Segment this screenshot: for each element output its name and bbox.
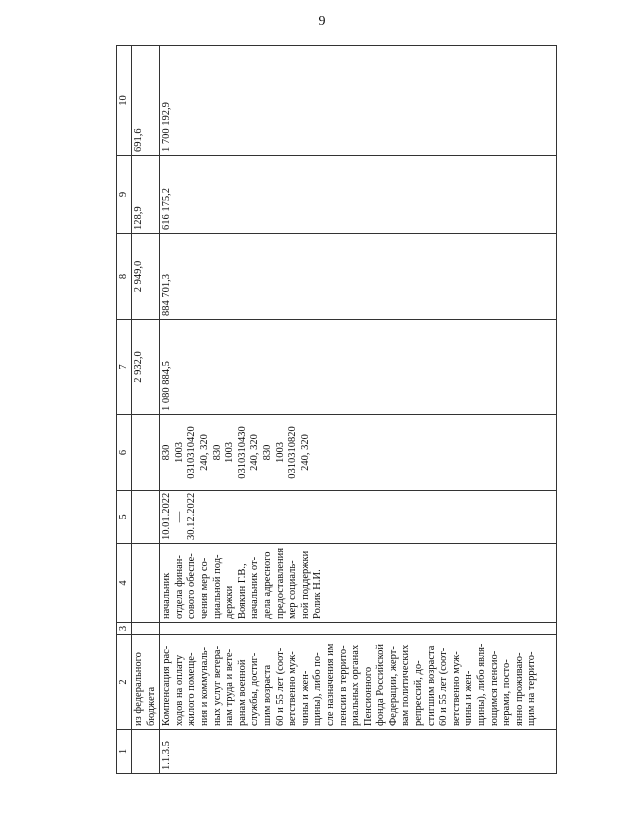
row-name-line: ющимся пенсио- [488,650,500,726]
row-name-line: 60 и 55 лет (соот- [274,647,286,726]
row-responsible-line: сового обеспе- [186,553,198,619]
row-period-dash: — [173,511,185,523]
row-name-line: ходов на оплату [173,654,185,726]
row-name-line: 60 и 55 лет (соот- [438,647,450,726]
row-name-line: Пенсионного [362,666,374,726]
row-budget-code-line: 1003 [173,442,185,463]
row-name-line: пенсии в террито- [337,645,349,726]
header-num-6: 6 [117,415,132,491]
row-col3 [160,623,557,635]
row-budget-codes [160,415,557,491]
row-name [160,635,557,730]
row-name-line: ранам военной [236,659,248,726]
row-name-line: сле назначения им [324,643,336,726]
sub-col8-value: 2 949,0 [132,234,160,320]
sub-col10-value: 691,6 [132,46,160,156]
row-name-line: ветственно муж- [450,651,462,726]
table-row [160,46,557,774]
row-budget-code-line: 1003 [274,442,286,463]
row-period [160,491,557,544]
row-budget-code-line: 830 [261,444,273,461]
row-name-line: жилого помеще- [186,652,198,726]
row-col7-value: 1 080 884,5 [160,320,557,415]
rotated-table [116,46,552,774]
row-budget-code-line: 240, 320 [198,434,210,471]
header-num-8: 8 [117,234,132,320]
row-col10-value: 1 700 192,9 [160,46,557,156]
row-name-line: ния и коммуналь- [198,647,210,726]
row-name-line: чины и жен- [463,670,475,726]
sub-col5 [132,491,160,544]
header-num-3: 3 [117,623,132,635]
row-name-line: шим возраста [261,664,273,726]
sub-col3 [132,623,160,635]
row-name-line: службы, достиг- [249,652,261,726]
row-name-line: щим на террито- [526,651,538,726]
row-name-line: нерами, посто- [501,659,513,726]
sub-col4 [132,544,160,623]
row-budget-code-line: 0310310820 [287,426,299,479]
sub-col9-value: 128,9 [132,156,160,234]
row-name-line: чины и жен- [299,670,311,726]
header-num-10: 10 [117,46,132,156]
row-period-start: 10.01.2022 [161,492,173,540]
row-responsible-line: чения мер со- [198,557,210,619]
row-responsible-line: ной поддержки [299,550,311,619]
header-num-7: 7 [117,320,132,415]
rotated-table-frame [116,46,640,770]
row-budget-code-line: 240, 320 [249,434,261,471]
row-name-line: нам труда и вете- [224,648,236,726]
row-name-line: ных услуг ветера- [211,645,223,726]
row-responsible-line: Ролик Н.И. [312,569,324,619]
row-responsible-line: держки [224,585,236,619]
row-budget-code-line: 830 [211,444,223,461]
row-responsible-line: начальник от- [249,556,261,619]
row-budget-code-line: 1003 [224,442,236,463]
row-name-line: щины), либо по- [312,652,324,726]
row-responsible-line: начальник [161,572,173,619]
row-period-end: 30.12.2022 [186,492,198,540]
row-name-line: щины), либо явля- [476,643,488,726]
sub-col7-value: 2 932,0 [132,320,160,415]
row-budget-code-line: 0310310420 [186,426,198,479]
sub-col2-funding-source [132,635,160,730]
row-responsible-line: предоставления [274,547,286,619]
row-name-line: янно проживаю- [513,652,525,726]
sub-col1 [132,730,160,774]
header-num-2: 2 [117,635,132,730]
row-col8-value: 884 701,3 [160,234,557,320]
header-num-4: 4 [117,544,132,623]
sub-col6 [132,415,160,491]
row-responsible-line: циальной под- [211,554,223,619]
row-name-line: фонда Российской [375,643,387,726]
row-name-line: репрессий, до- [413,660,425,726]
page-number: 9 [318,14,326,29]
row-responsible [160,544,557,623]
row-col9-value: 616 175,2 [160,156,557,234]
program-table [116,45,557,774]
row-budget-code-line: 240, 320 [299,434,311,471]
sub-col2-line: из федерального [133,652,144,726]
sub-col2-line: бюджета [145,686,157,726]
row-responsible-line: отдела финан- [173,555,185,619]
row-budget-code-line: 830 [161,444,173,461]
row-name-line: Федерации, жерт- [387,646,399,726]
row-responsible-line: Воякин Г.В., [236,563,248,619]
row-responsible-line: дела адресного [261,551,273,619]
header-num-9: 9 [117,156,132,234]
header-num-1: 1 [117,730,132,774]
row-code: 1.1.3.5 [160,730,557,774]
row-name-line: риальных органах [350,644,362,726]
row-responsible-line: мер социаль- [287,560,299,619]
header-num-5: 5 [117,491,132,544]
row-name-line: ветственно муж- [287,651,299,726]
row-name-line: вам политических [400,644,412,726]
row-name-line: Компенсация рас- [161,645,173,726]
federal-budget-row [132,46,160,774]
row-budget-code-line: 0310310430 [236,426,248,479]
header-number-row [117,46,132,774]
row-name-line: стигшим возраста [425,645,437,726]
